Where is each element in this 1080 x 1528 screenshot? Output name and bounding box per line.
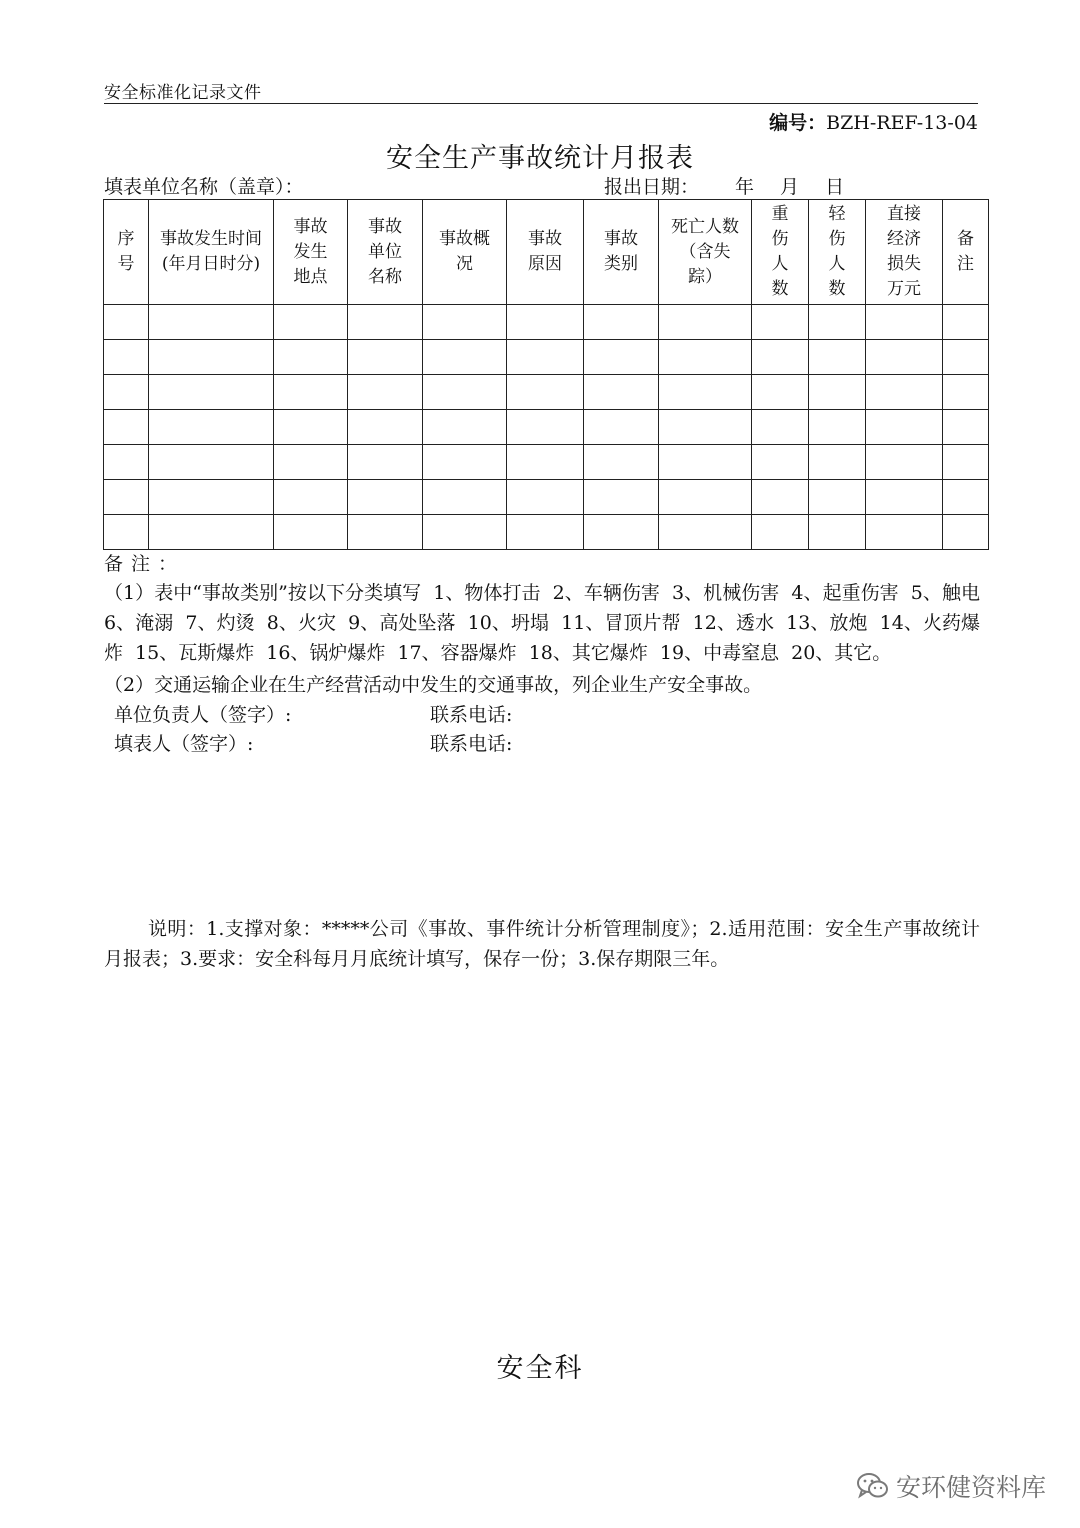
table-cell[interactable]: [104, 375, 149, 410]
table-cell[interactable]: [348, 445, 423, 480]
col-header: 重伤人数: [752, 200, 809, 305]
col-header: 序号: [104, 200, 149, 305]
table-cell[interactable]: [274, 375, 348, 410]
table-cell[interactable]: [423, 480, 507, 515]
table-cell[interactable]: [809, 305, 866, 340]
table-cell[interactable]: [659, 445, 752, 480]
table-cell[interactable]: [423, 410, 507, 445]
col-header: 事故类别: [584, 200, 659, 305]
table-cell[interactable]: [149, 305, 274, 340]
explanation: 说明：1.支撑对象：*****公司《事故、事件统计分析管理制度》；2.适用范围：安全生产事故统计月报表；3.要求：安全科每月月底统计填写，保存一份；3.保存期限三年。: [104, 918, 980, 970]
filler-signature-label: 填表人（签字）:: [114, 733, 254, 755]
col-header: 备注: [943, 200, 989, 305]
col-header: 事故原因: [507, 200, 584, 305]
wechat-icon: [856, 1471, 890, 1501]
table-cell[interactable]: [659, 410, 752, 445]
table-cell[interactable]: [943, 515, 989, 550]
table-cell[interactable]: [659, 515, 752, 550]
table-row: [104, 340, 989, 375]
table-cell[interactable]: [659, 305, 752, 340]
table-cell[interactable]: [866, 305, 943, 340]
table-cell[interactable]: [104, 410, 149, 445]
table-cell[interactable]: [348, 375, 423, 410]
table-cell[interactable]: [866, 480, 943, 515]
table-cell[interactable]: [809, 375, 866, 410]
unit-head-signature-label: 单位负责人（签字）:: [114, 704, 292, 726]
sign-row-filler: [104, 729, 980, 758]
table-cell[interactable]: [584, 305, 659, 340]
table-cell[interactable]: [149, 375, 274, 410]
table-cell[interactable]: [104, 305, 149, 340]
table-cell[interactable]: [584, 410, 659, 445]
col-header: 事故概况: [423, 200, 507, 305]
table-cell[interactable]: [809, 340, 866, 375]
col-header: 轻伤人数: [809, 200, 866, 305]
watermark-text: 安环健资料库: [895, 1473, 1046, 1502]
watermark: [856, 1468, 1046, 1504]
table-row: [104, 515, 989, 550]
table-cell[interactable]: [752, 480, 809, 515]
table-cell[interactable]: [584, 375, 659, 410]
report-table: [103, 199, 989, 550]
notes-section: [104, 550, 980, 758]
table-cell[interactable]: [274, 305, 348, 340]
table-cell[interactable]: [866, 340, 943, 375]
table-cell[interactable]: [423, 445, 507, 480]
table-cell[interactable]: [104, 340, 149, 375]
fill-row: [104, 172, 984, 198]
table-cell[interactable]: [104, 480, 149, 515]
table-cell[interactable]: [149, 340, 274, 375]
table-cell[interactable]: [348, 480, 423, 515]
table-cell[interactable]: [752, 445, 809, 480]
report-date-label: 报出日期：: [604, 176, 700, 198]
department-name: 安全科: [496, 1353, 584, 1384]
table-cell[interactable]: [659, 375, 752, 410]
table-cell[interactable]: [866, 445, 943, 480]
table-cell[interactable]: [809, 445, 866, 480]
table-cell[interactable]: [584, 445, 659, 480]
table-cell[interactable]: [507, 375, 584, 410]
table-cell[interactable]: [659, 480, 752, 515]
table-cell[interactable]: [943, 410, 989, 445]
table-header-row: [104, 200, 989, 305]
table-cell[interactable]: [507, 480, 584, 515]
table-body: [104, 305, 989, 550]
table-cell[interactable]: [943, 340, 989, 375]
table-cell[interactable]: [507, 410, 584, 445]
notes-title: 备注：: [104, 553, 186, 575]
table-row: [104, 445, 989, 480]
table-cell[interactable]: [943, 305, 989, 340]
note-traffic-accidents: （2）交通运输企业在生产经营活动中发生的交通事故，列企业生产安全事故。: [104, 674, 763, 696]
col-header: 事故单位名称: [348, 200, 423, 305]
table-cell[interactable]: [348, 340, 423, 375]
table-cell[interactable]: [274, 410, 348, 445]
table-cell[interactable]: [809, 480, 866, 515]
doc-number-label: 编号：: [769, 112, 827, 134]
col-header: 死亡人数（含失踪）: [659, 200, 752, 305]
table-row: [104, 480, 989, 515]
doc-category: 安全标准化记录文件: [104, 83, 262, 103]
table-cell[interactable]: [584, 340, 659, 375]
table-cell[interactable]: [507, 305, 584, 340]
table-cell[interactable]: [348, 515, 423, 550]
table-cell[interactable]: [149, 480, 274, 515]
unit-name-label: 填表单位名称（盖章）：: [104, 176, 304, 198]
table-cell[interactable]: [659, 340, 752, 375]
table-cell[interactable]: [809, 515, 866, 550]
table-cell[interactable]: [348, 305, 423, 340]
table-cell[interactable]: [348, 410, 423, 445]
table-row: [104, 305, 989, 340]
table-cell[interactable]: [104, 515, 149, 550]
page-title: 安全生产事故统计月报表: [386, 143, 694, 174]
sign-row-unit-head: [104, 700, 980, 729]
report-date-ymd: 年 月 日: [735, 176, 845, 198]
table-cell[interactable]: [943, 445, 989, 480]
table-cell[interactable]: [274, 445, 348, 480]
table-cell[interactable]: [149, 410, 274, 445]
unit-head-phone-label: 联系电话:: [430, 704, 513, 726]
table-cell[interactable]: [752, 515, 809, 550]
table-cell[interactable]: [752, 375, 809, 410]
table-cell[interactable]: [274, 480, 348, 515]
table-row: [104, 410, 989, 445]
table-cell[interactable]: [149, 515, 274, 550]
table-cell[interactable]: [423, 515, 507, 550]
table-cell[interactable]: [943, 480, 989, 515]
col-header: 直接经济损失万元: [866, 200, 943, 305]
table-cell[interactable]: [866, 515, 943, 550]
col-header: 事故发生地点: [274, 200, 348, 305]
table-cell[interactable]: [149, 445, 274, 480]
table-cell[interactable]: [584, 480, 659, 515]
table-cell[interactable]: [866, 410, 943, 445]
table-cell[interactable]: [423, 375, 507, 410]
table-cell[interactable]: [507, 445, 584, 480]
table-cell[interactable]: [752, 410, 809, 445]
table-row: [104, 375, 989, 410]
table-cell[interactable]: [866, 375, 943, 410]
table-cell[interactable]: [274, 340, 348, 375]
doc-number: [769, 108, 978, 135]
note-accident-categories: （1）表中“事故类别”按以下分类填写 1、物体打击 2、车辆伤害 3、机械伤害 4、起重伤害 5、触电 6、淹溺 7、灼烫 8、火灾 9、高处坠落 10、坍塌 11、冒顶片帮 12、透水 13、放炮 14、火药爆炸 15、瓦斯爆炸 16、锅炉爆炸 17、容器爆炸 18、其它爆炸 19、中毒窒息 20、其它。: [104, 582, 980, 664]
table-cell[interactable]: [507, 340, 584, 375]
doc-number-value: BZH-REF-13-04: [826, 112, 978, 134]
table-cell[interactable]: [809, 410, 866, 445]
table-cell[interactable]: [423, 340, 507, 375]
table-cell[interactable]: [507, 515, 584, 550]
table-cell[interactable]: [752, 340, 809, 375]
table-cell[interactable]: [423, 305, 507, 340]
table-cell[interactable]: [584, 515, 659, 550]
table-cell[interactable]: [943, 375, 989, 410]
table-cell[interactable]: [274, 515, 348, 550]
table-cell[interactable]: [752, 305, 809, 340]
col-header: 事故发生时间(年月日时分): [149, 200, 274, 305]
filler-phone-label: 联系电话:: [430, 733, 513, 755]
header-rule: [104, 103, 978, 104]
report-date: [604, 172, 844, 199]
table-cell[interactable]: [104, 445, 149, 480]
